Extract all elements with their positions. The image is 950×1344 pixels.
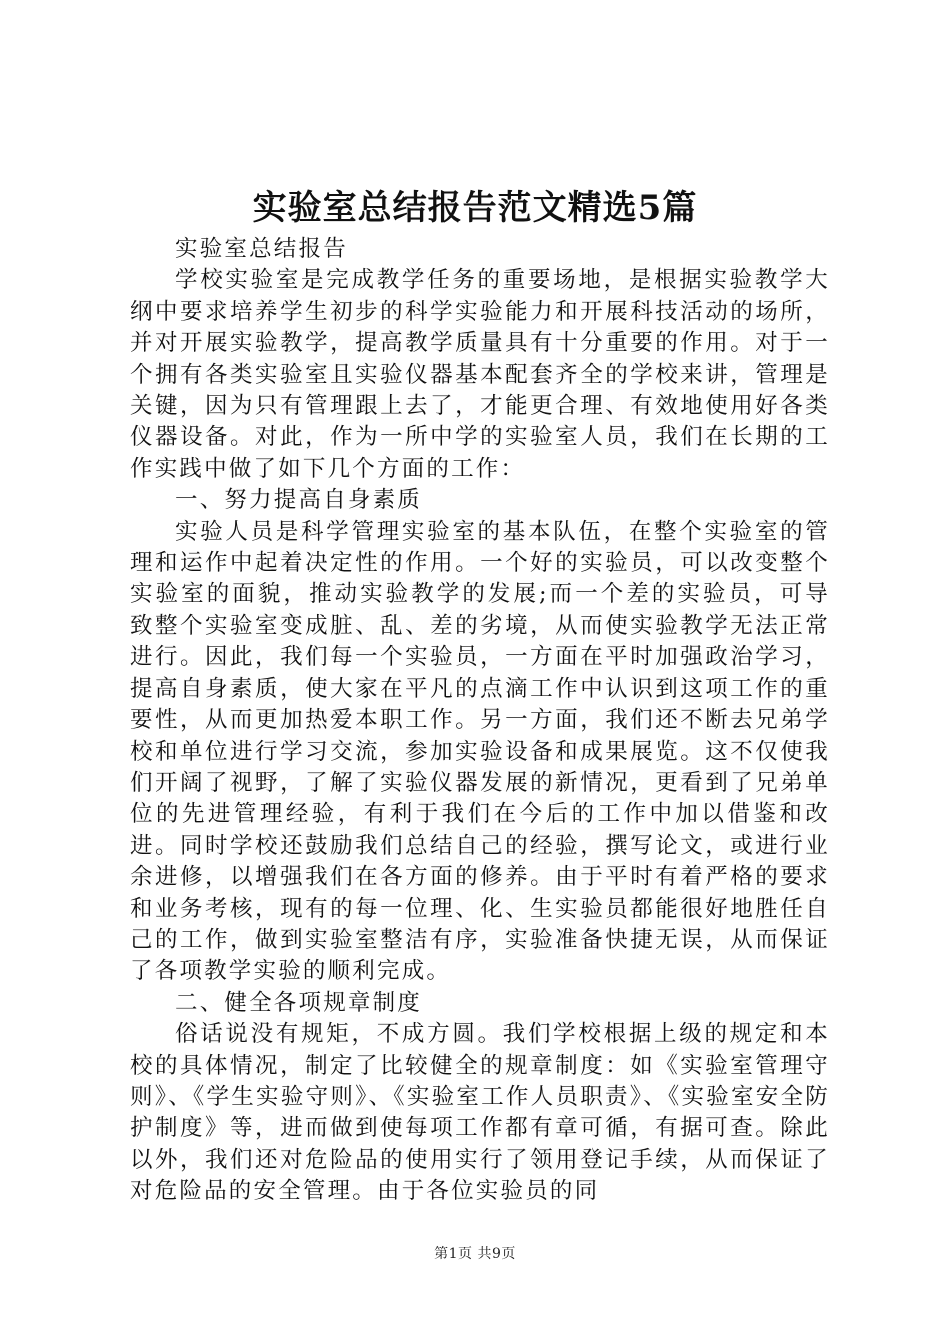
document-title: 实验室总结报告范文精选5篇 <box>252 188 698 228</box>
document-body <box>130 234 830 1208</box>
section-heading: 二、健全各项规章制度 <box>175 989 423 1016</box>
body-paragraph: 学校实验室是完成教学任务的重要场地，是根据实验教学大纲中要求培养学生初步的科学实验能力和开展科技活动的场所，并对开展实验教学，提高教学质量具有十分重要的作用。对于一个拥有各类实验室且实验仪器基本配套齐全的学校来讲，管理是关键，因为只有管理跟上去了，才能更合理、有效地使用好各类仪器设备。对此，作为一所中学的实验室人员，我们在长期的工作实践中做了如下几个方面的工作： <box>130 267 830 482</box>
section-heading: 实验室总结报告 <box>175 236 348 262</box>
section-heading: 一、努力提高自身素质 <box>175 487 423 514</box>
body-paragraph: 实验人员是科学管理实验室的基本队伍，在整个实验室的管理和运作中起着决定性的作用。一个好的实验员，可以改变整个实验室的面貌，推动实验教学的发展;而一个差的实验员，可导致整个实验室变成脏、乱、差的劣境，从而使实验教学无法正常进行。因此，我们每一个实验员，一方面在平时加强政治学习，提高自身素质，使大家在平凡的点滴工作中认识到这项工作的重要性，从而更加热爱本职工作。另一方面，我们还不断去兄弟学校和单位进行学习交流，参加实验设备和成果展览。这不仅使我们开阔了视野，了解了实验仪器发展的新情况，更看到了兄弟单位的先进管理经验，有利于我们在今后的工作中加以借鉴和改进。同时学校还鼓励我们总结自己的经验，撰写论文，或进行业余进修，以增强我们在各方面的修养。由于平时有着严格的要求和业务考核，现有的每一位理、化、生实验员都能很好地胜任自己的工作，做到实验室整洁有序，实验准备快捷无误，从而保证了各项教学实验的顺利完成。 <box>130 518 830 985</box>
page-number-footer: 第1页 共9页 <box>434 1246 516 1262</box>
body-paragraph: 俗话说没有规矩，不成方圆。我们学校根据上级的规定和本校的具体情况，制定了比较健全的规章制度：如《实验室管理守则》、《学生实验守则》、《实验室工作人员职责》、《实验室安全防护制度》等，进而做到使每项工作都有章可循，有据可查。除此以外，我们还对危险品的使用实行了领用登记手续，从而保证了对危险品的安全管理。由于各位实验员的同 <box>130 1021 830 1205</box>
